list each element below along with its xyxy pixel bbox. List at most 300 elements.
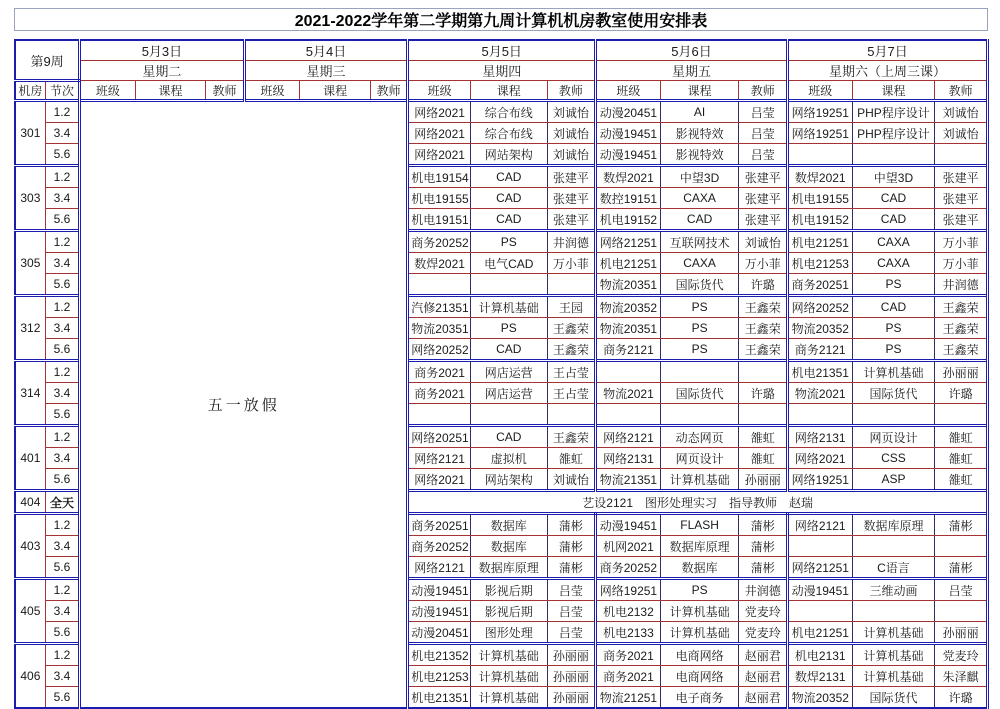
class-cell: 物流21251: [596, 687, 661, 709]
class-cell: 动漫19451: [596, 123, 661, 144]
class-cell: [787, 536, 852, 557]
sub-class: 班级: [80, 81, 136, 101]
course-cell: 计算机基础: [470, 666, 547, 687]
teacher-cell: 井润德: [547, 231, 595, 253]
teacher-cell: 许璐: [739, 274, 787, 296]
course-cell: 数据库: [470, 536, 547, 557]
course-cell: CAXA: [660, 188, 739, 209]
teacher-cell: 刘诚怡: [935, 123, 988, 144]
period-cell: 1.2: [45, 296, 79, 318]
class-cell: 网络20252: [787, 296, 852, 318]
class-cell: 网络2021: [787, 448, 852, 469]
course-cell: 网站架构: [470, 469, 547, 491]
class-cell: 动漫19451: [596, 514, 661, 536]
course-cell: 虚拟机: [470, 448, 547, 469]
class-cell: 机电21253: [408, 666, 471, 687]
course-cell: [660, 404, 739, 426]
room-cell: 312: [15, 296, 45, 361]
period-cell: 3.4: [45, 188, 79, 209]
class-cell: 机电21251: [787, 231, 852, 253]
course-cell: 计算机基础: [470, 296, 547, 318]
room-cell: 401: [15, 426, 45, 491]
course-cell: 数据库原理: [660, 536, 739, 557]
teacher-cell: 孙丽丽: [547, 644, 595, 666]
period-cell: 全天: [45, 491, 79, 514]
course-cell: 计算机基础: [852, 666, 935, 687]
teacher-cell: 孙丽丽: [935, 361, 988, 383]
teacher-cell: [739, 404, 787, 426]
teacher-cell: 张建平: [547, 166, 595, 188]
course-cell: 网页设计: [660, 448, 739, 469]
teacher-cell: 王鑫荣: [935, 318, 988, 339]
sub-course: 课程: [470, 81, 547, 101]
sub-course: 课程: [135, 81, 206, 101]
class-cell: [787, 144, 852, 166]
teacher-cell: [935, 601, 988, 622]
class-cell: 网络2021: [408, 469, 471, 491]
teacher-cell: 井润德: [739, 579, 787, 601]
class-cell: 商务20252: [408, 231, 471, 253]
course-cell: CAD: [470, 426, 547, 448]
teacher-cell: 孙丽丽: [739, 469, 787, 491]
teacher-cell: 党麦玲: [739, 622, 787, 644]
course-cell: CAXA: [660, 253, 739, 274]
teacher-cell: 许璐: [935, 687, 988, 709]
period-cell: 3.4: [45, 123, 79, 144]
course-cell: 影视特效: [660, 144, 739, 166]
sub-course: 课程: [300, 81, 371, 101]
class-cell: 网络2131: [787, 426, 852, 448]
course-cell: 计算机基础: [470, 644, 547, 666]
class-cell: 物流21351: [596, 469, 661, 491]
teacher-cell: 王鑫荣: [739, 296, 787, 318]
class-cell: 网络2121: [787, 514, 852, 536]
teacher-cell: 吕莹: [935, 579, 988, 601]
course-cell: 计算机基础: [852, 644, 935, 666]
teacher-cell: 党麦玲: [935, 644, 988, 666]
teacher-cell: 雒虹: [739, 426, 787, 448]
week-label: 第9周: [15, 40, 80, 81]
class-cell: [596, 404, 661, 426]
teacher-cell: [739, 361, 787, 383]
course-cell: CAD: [470, 188, 547, 209]
class-cell: 网络21251: [596, 231, 661, 253]
course-cell: FLASH: [660, 514, 739, 536]
teacher-cell: 吕莹: [547, 579, 595, 601]
sub-teacher: 教师: [935, 81, 988, 101]
course-cell: PS: [470, 231, 547, 253]
class-cell: 物流20352: [787, 687, 852, 709]
class-cell: 网络19251: [787, 123, 852, 144]
class-cell: 商务2021: [596, 644, 661, 666]
room-row-301-p1.2: [15, 101, 988, 123]
teacher-cell: 王占莹: [547, 361, 595, 383]
course-cell: [470, 274, 547, 296]
room-cell: 404: [15, 491, 45, 514]
period-cell: 3.4: [45, 536, 79, 557]
teacher-cell: 张建平: [739, 209, 787, 231]
class-cell: 商务20251: [787, 274, 852, 296]
course-cell: CSS: [852, 448, 935, 469]
class-cell: 商务2121: [787, 339, 852, 361]
course-cell: CAD: [470, 339, 547, 361]
sub-class: 班级: [596, 81, 661, 101]
teacher-cell: 张建平: [547, 188, 595, 209]
period-cell: 1.2: [45, 361, 79, 383]
teacher-cell: 王鑫荣: [935, 296, 988, 318]
period-cell: 5.6: [45, 557, 79, 579]
course-cell: PS: [852, 318, 935, 339]
period-cell: 1.2: [45, 231, 79, 253]
class-cell: [596, 361, 661, 383]
class-cell: 数焊2021: [596, 166, 661, 188]
class-cell: 数焊2021: [408, 253, 471, 274]
course-cell: 数据库: [660, 557, 739, 579]
sub-class: 班级: [408, 81, 471, 101]
course-cell: 计算机基础: [660, 601, 739, 622]
class-cell: 数焊2131: [787, 666, 852, 687]
teacher-cell: 王鑫荣: [547, 426, 595, 448]
class-cell: 商务2121: [596, 339, 661, 361]
class-cell: 机电2132: [596, 601, 661, 622]
teacher-cell: 孙丽丽: [935, 622, 988, 644]
sub-class: 班级: [787, 81, 852, 101]
teacher-cell: 王鑫荣: [739, 339, 787, 361]
class-cell: 机网2021: [596, 536, 661, 557]
class-cell: 物流20351: [596, 274, 661, 296]
teacher-cell: 孙丽丽: [547, 666, 595, 687]
teacher-cell: 孙丽丽: [547, 687, 595, 709]
period-cell: 3.4: [45, 448, 79, 469]
course-cell: 国际货代: [660, 383, 739, 404]
course-cell: [660, 361, 739, 383]
course-cell: 网店运营: [470, 361, 547, 383]
teacher-cell: 赵丽君: [739, 644, 787, 666]
sub-teacher: 教师: [547, 81, 595, 101]
sub-teacher: 教师: [370, 81, 407, 101]
teacher-cell: 蒲彬: [739, 536, 787, 557]
room-cell: 314: [15, 361, 45, 426]
teacher-cell: 万小菲: [739, 253, 787, 274]
course-cell: 国际货代: [852, 687, 935, 709]
class-cell: 机电21251: [596, 253, 661, 274]
class-cell: 商务2021: [408, 361, 471, 383]
course-cell: PS: [660, 579, 739, 601]
room-cell: 301: [15, 101, 45, 166]
teacher-cell: 雒虹: [935, 448, 988, 469]
period-cell: 1.2: [45, 166, 79, 188]
room-cell: 303: [15, 166, 45, 231]
course-cell: [852, 536, 935, 557]
period-cell: 3.4: [45, 253, 79, 274]
teacher-cell: 雒虹: [935, 426, 988, 448]
teacher-cell: 王鑫荣: [739, 318, 787, 339]
teacher-cell: 王占莹: [547, 383, 595, 404]
teacher-cell: 蒲彬: [547, 536, 595, 557]
course-cell: 影视后期: [470, 601, 547, 622]
header-date-row: [15, 40, 988, 61]
teacher-cell: 许璐: [935, 383, 988, 404]
teacher-cell: 张建平: [935, 166, 988, 188]
header-sub-row: [15, 81, 988, 101]
period-cell: 3.4: [45, 318, 79, 339]
teacher-cell: 刘诚怡: [935, 101, 988, 123]
teacher-cell: 雒虹: [739, 448, 787, 469]
class-cell: 机电2131: [787, 644, 852, 666]
teacher-cell: 张建平: [739, 166, 787, 188]
course-cell: PHP程序设计: [852, 101, 935, 123]
teacher-cell: 王鑫荣: [547, 318, 595, 339]
course-cell: CAD: [852, 296, 935, 318]
course-cell: CAD: [660, 209, 739, 231]
period-cell: 1.2: [45, 579, 79, 601]
sub-teacher: 教师: [206, 81, 244, 101]
course-cell: PHP程序设计: [852, 123, 935, 144]
teacher-cell: 吕莹: [739, 101, 787, 123]
class-cell: 动漫19451: [596, 144, 661, 166]
teacher-cell: 雒虹: [935, 469, 988, 491]
course-cell: [852, 601, 935, 622]
course-cell: 影视特效: [660, 123, 739, 144]
class-cell: 网络2121: [596, 426, 661, 448]
class-cell: 网络2021: [408, 123, 471, 144]
sub-course: 课程: [660, 81, 739, 101]
class-cell: 网络20252: [408, 339, 471, 361]
teacher-cell: 刘诚怡: [547, 144, 595, 166]
teacher-cell: 张建平: [935, 188, 988, 209]
course-cell: 数据库原理: [470, 557, 547, 579]
teacher-cell: [547, 404, 595, 426]
course-cell: 计算机基础: [660, 622, 739, 644]
course-cell: PS: [660, 339, 739, 361]
class-cell: 数控19151: [596, 188, 661, 209]
teacher-cell: [935, 404, 988, 426]
date-may4: 5月4日: [244, 40, 408, 61]
class-cell: 物流2021: [596, 383, 661, 404]
period-cell: 3.4: [45, 666, 79, 687]
weekday-tue: 星期二: [80, 61, 245, 81]
class-cell: 机电19152: [787, 209, 852, 231]
holiday-cell: 五一放假: [80, 101, 408, 709]
class-cell: 机电19151: [408, 209, 471, 231]
course-cell: 电商网络: [660, 666, 739, 687]
teacher-cell: 吕莹: [739, 123, 787, 144]
teacher-cell: 蒲彬: [935, 514, 988, 536]
course-cell: 综合布线: [470, 101, 547, 123]
schedule-table: [14, 39, 989, 709]
class-cell: 物流20352: [596, 296, 661, 318]
class-cell: 网络19251: [787, 101, 852, 123]
course-cell: 中望3D: [660, 166, 739, 188]
period-cell: 5.6: [45, 404, 79, 426]
teacher-cell: 王园: [547, 296, 595, 318]
course-cell: 网店运营: [470, 383, 547, 404]
course-cell: 计算机基础: [660, 469, 739, 491]
teacher-cell: 张建平: [935, 209, 988, 231]
room-cell: 405: [15, 579, 45, 644]
class-cell: [787, 601, 852, 622]
class-cell: 汽修21351: [408, 296, 471, 318]
course-cell: 图形处理: [470, 622, 547, 644]
class-cell: 网络2131: [596, 448, 661, 469]
class-cell: 网络2021: [408, 101, 471, 123]
course-cell: PS: [470, 318, 547, 339]
course-cell: C语言: [852, 557, 935, 579]
teacher-cell: [547, 274, 595, 296]
class-cell: 商务2021: [408, 383, 471, 404]
class-cell: 机电19155: [787, 188, 852, 209]
class-cell: 网络2121: [408, 448, 471, 469]
course-cell: 计算机基础: [852, 622, 935, 644]
date-may7: 5月7日: [787, 40, 987, 61]
course-cell: 国际货代: [852, 383, 935, 404]
course-cell: CAXA: [852, 231, 935, 253]
course-cell: CAD: [470, 166, 547, 188]
teacher-cell: 万小菲: [935, 253, 988, 274]
teacher-cell: 吕莹: [739, 144, 787, 166]
sub-class: 班级: [244, 81, 300, 101]
class-cell: 物流20351: [408, 318, 471, 339]
room-cell: 406: [15, 644, 45, 709]
period-cell: 5.6: [45, 209, 79, 231]
class-cell: 网络2021: [408, 144, 471, 166]
course-cell: CAD: [852, 209, 935, 231]
course-cell: 综合布线: [470, 123, 547, 144]
class-cell: 动漫19451: [408, 601, 471, 622]
class-cell: 网络2121: [408, 557, 471, 579]
teacher-cell: 井润德: [935, 274, 988, 296]
room-col-label: 机房: [15, 81, 45, 101]
class-cell: 商务20252: [596, 557, 661, 579]
class-cell: 机电21351: [787, 361, 852, 383]
teacher-cell: 刘诚怡: [547, 469, 595, 491]
class-cell: 网络19251: [596, 579, 661, 601]
course-cell: 电子商务: [660, 687, 739, 709]
class-cell: 机电19155: [408, 188, 471, 209]
class-cell: 数焊2021: [787, 166, 852, 188]
period-cell: 3.4: [45, 383, 79, 404]
date-may6: 5月6日: [596, 40, 788, 61]
course-cell: [470, 404, 547, 426]
teacher-cell: 万小菲: [935, 231, 988, 253]
weekday-fri: 星期五: [596, 61, 788, 81]
teacher-cell: 赵丽君: [739, 666, 787, 687]
course-cell: CAXA: [852, 253, 935, 274]
teacher-cell: 蒲彬: [739, 557, 787, 579]
class-cell: 物流20352: [787, 318, 852, 339]
course-cell: CAD: [852, 188, 935, 209]
room-cell: 403: [15, 514, 45, 579]
class-cell: 网络21251: [787, 557, 852, 579]
period-cell: 5.6: [45, 144, 79, 166]
teacher-cell: 万小菲: [547, 253, 595, 274]
teacher-cell: 蒲彬: [739, 514, 787, 536]
course-cell: CAD: [470, 209, 547, 231]
period-cell: 1.2: [45, 426, 79, 448]
course-cell: 计算机基础: [852, 361, 935, 383]
class-cell: 动漫19451: [408, 579, 471, 601]
course-cell: [852, 404, 935, 426]
class-cell: 网络19251: [787, 469, 852, 491]
class-cell: 机电21351: [408, 687, 471, 709]
course-cell: PS: [852, 339, 935, 361]
course-cell: 网页设计: [852, 426, 935, 448]
course-cell: 数据库: [470, 514, 547, 536]
class-cell: [408, 404, 471, 426]
course-cell: 电商网络: [660, 644, 739, 666]
class-cell: 物流2021: [787, 383, 852, 404]
period-cell: 1.2: [45, 644, 79, 666]
course-cell: PS: [660, 318, 739, 339]
class-cell: 机电19154: [408, 166, 471, 188]
class-cell: 机电2133: [596, 622, 661, 644]
course-cell: PS: [660, 296, 739, 318]
course-cell: ASP: [852, 469, 935, 491]
period-cell: 5.6: [45, 687, 79, 709]
period-cell: 5.6: [45, 469, 79, 491]
class-cell: 机电19152: [596, 209, 661, 231]
weekday-thu: 星期四: [408, 61, 596, 81]
teacher-cell: 雒虹: [547, 448, 595, 469]
class-cell: 机电21253: [787, 253, 852, 274]
course-cell: AI: [660, 101, 739, 123]
course-cell: 计算机基础: [470, 687, 547, 709]
teacher-cell: [935, 144, 988, 166]
teacher-cell: 蒲彬: [547, 557, 595, 579]
class-cell: 商务20251: [408, 514, 471, 536]
teacher-cell: 赵丽君: [739, 687, 787, 709]
class-cell: [408, 274, 471, 296]
course-cell: PS: [852, 274, 935, 296]
teacher-cell: 张建平: [547, 209, 595, 231]
class-cell: 商务2021: [596, 666, 661, 687]
class-cell: 网络20251: [408, 426, 471, 448]
teacher-cell: 蒲彬: [547, 514, 595, 536]
sub-course: 课程: [852, 81, 935, 101]
special-session-cell: 艺设2121 图形处理实习 指导教师 赵瑞: [408, 491, 988, 514]
class-cell: 动漫20451: [596, 101, 661, 123]
teacher-cell: 许璐: [739, 383, 787, 404]
period-cell: 1.2: [45, 101, 79, 123]
class-cell: 商务20252: [408, 536, 471, 557]
course-cell: 互联网技术: [660, 231, 739, 253]
date-may3: 5月3日: [80, 40, 245, 61]
date-may5: 5月5日: [408, 40, 596, 61]
period-cell: 5.6: [45, 622, 79, 644]
weekday-wed: 星期三: [244, 61, 408, 81]
course-cell: 电气CAD: [470, 253, 547, 274]
teacher-cell: 刘诚怡: [547, 123, 595, 144]
teacher-cell: 朱泽麒: [935, 666, 988, 687]
class-cell: [787, 404, 852, 426]
header-weekday-row: [15, 61, 988, 81]
period-col-label: 节次: [45, 81, 79, 101]
period-cell: 5.6: [45, 339, 79, 361]
sub-teacher: 教师: [739, 81, 787, 101]
teacher-cell: 党麦玲: [739, 601, 787, 622]
class-cell: 动漫19451: [787, 579, 852, 601]
class-cell: 机电21251: [787, 622, 852, 644]
class-cell: 动漫20451: [408, 622, 471, 644]
teacher-cell: 蒲彬: [935, 557, 988, 579]
course-cell: 数据库原理: [852, 514, 935, 536]
period-cell: 1.2: [45, 514, 79, 536]
teacher-cell: [935, 536, 988, 557]
teacher-cell: 刘诚怡: [739, 231, 787, 253]
course-cell: 中望3D: [852, 166, 935, 188]
course-cell: 国际货代: [660, 274, 739, 296]
teacher-cell: 吕莹: [547, 601, 595, 622]
